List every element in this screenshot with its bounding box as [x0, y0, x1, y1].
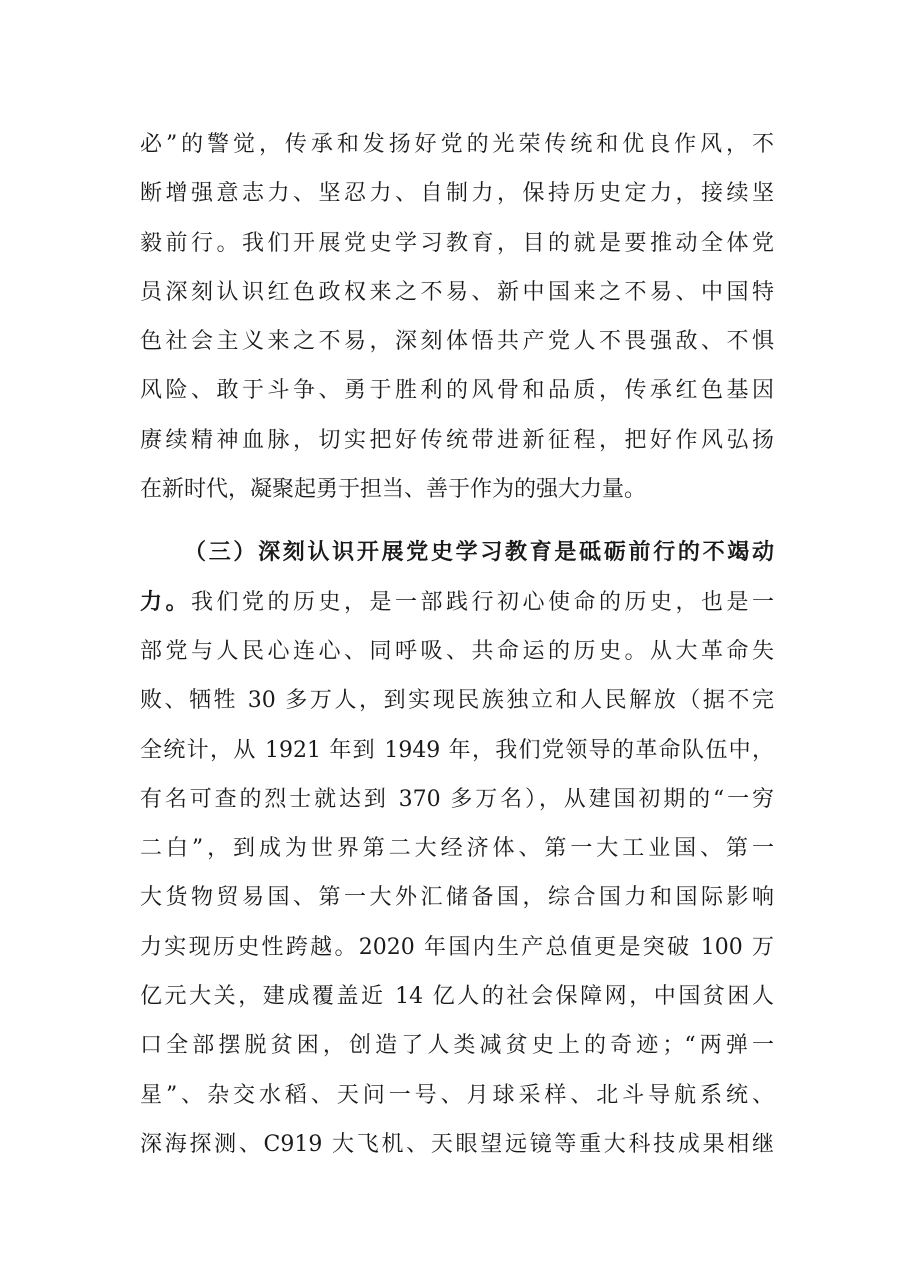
paragraph-2-line: 大货物贸易国、第一大外汇储备国，综合国力和国际影响	[140, 885, 774, 911]
paragraph-1-line: 在新时代，凝聚起勇于担当、善于作为的强大力量。	[140, 477, 647, 503]
paragraph-spacer	[140, 514, 774, 528]
paragraph-2-line	[140, 578, 774, 627]
paragraph-1-line: 赓续精神血脉，切实把好传统带进新征程，把好作风弘扬	[140, 427, 774, 453]
paragraph-1	[140, 120, 774, 514]
paragraph-1-line: 断增强意志力、坚忍力、自制力，保持历史定力，接续坚	[140, 181, 774, 207]
paragraph-2-line: 亿元大关，建成覆盖近 14 亿人的社会保障网，中国贫困人	[140, 984, 774, 1010]
paragraph-2-text: 我们党的历史，是一部践行初心使命的历史，也是一	[191, 589, 774, 615]
paragraph-1-line: 员深刻认识红色政权来之不易、新中国来之不易、中国特	[140, 279, 774, 305]
document-body	[140, 120, 774, 1169]
paragraph-2-line: 全统计，从 1921 年到 1949 年，我们党领导的革命队伍中，	[140, 737, 774, 763]
section-heading: （三）深刻认识开展党史学习教育是砥砺前行的不竭动	[184, 539, 774, 566]
paragraph-2-line: 深海探测、C919 大飞机、天眼望远镜等重大科技成果相继	[140, 1131, 774, 1157]
section-heading-end: 力。	[140, 588, 191, 615]
paragraph-2-line: 口全部摆脱贫困，创造了人类减贫史上的奇迹；“两弹一	[140, 1033, 774, 1059]
paragraph-1-line: 毅前行。我们开展党史学习教育，目的就是要推动全体党	[140, 230, 774, 256]
paragraph-1-line: 色社会主义来之不易，深刻体悟共产党人不畏强敌、不惧	[140, 329, 774, 355]
paragraph-2-line: 星”、杂交水稻、天问一号、月球采样、北斗导航系统、	[140, 1082, 774, 1108]
paragraph-2-line: 力实现历史性跨越。2020 年国内生产总值更是突破 100 万	[140, 934, 774, 960]
paragraph-2-line: 有名可查的烈士就达到 370 多万名），从建国初期的“一穷	[140, 786, 774, 812]
paragraph-2-line: 部党与人民心连心、同呼吸、共命运的历史。从大革命失	[140, 638, 774, 664]
paragraph-2-line: 二白”，到成为世界第二大经济体、第一大工业国、第一	[140, 836, 774, 862]
paragraph-2-line: 败、牺牲 30 多万人，到实现民族独立和人民解放（据不完	[140, 688, 774, 714]
paragraph-1-line: 必”的警觉，传承和发扬好党的光荣传统和优良作风，不	[140, 132, 774, 157]
paragraph-1-line: 风险、敢于斗争、勇于胜利的风骨和品质，传承红色基因	[140, 378, 774, 404]
paragraph-2	[140, 528, 774, 1169]
